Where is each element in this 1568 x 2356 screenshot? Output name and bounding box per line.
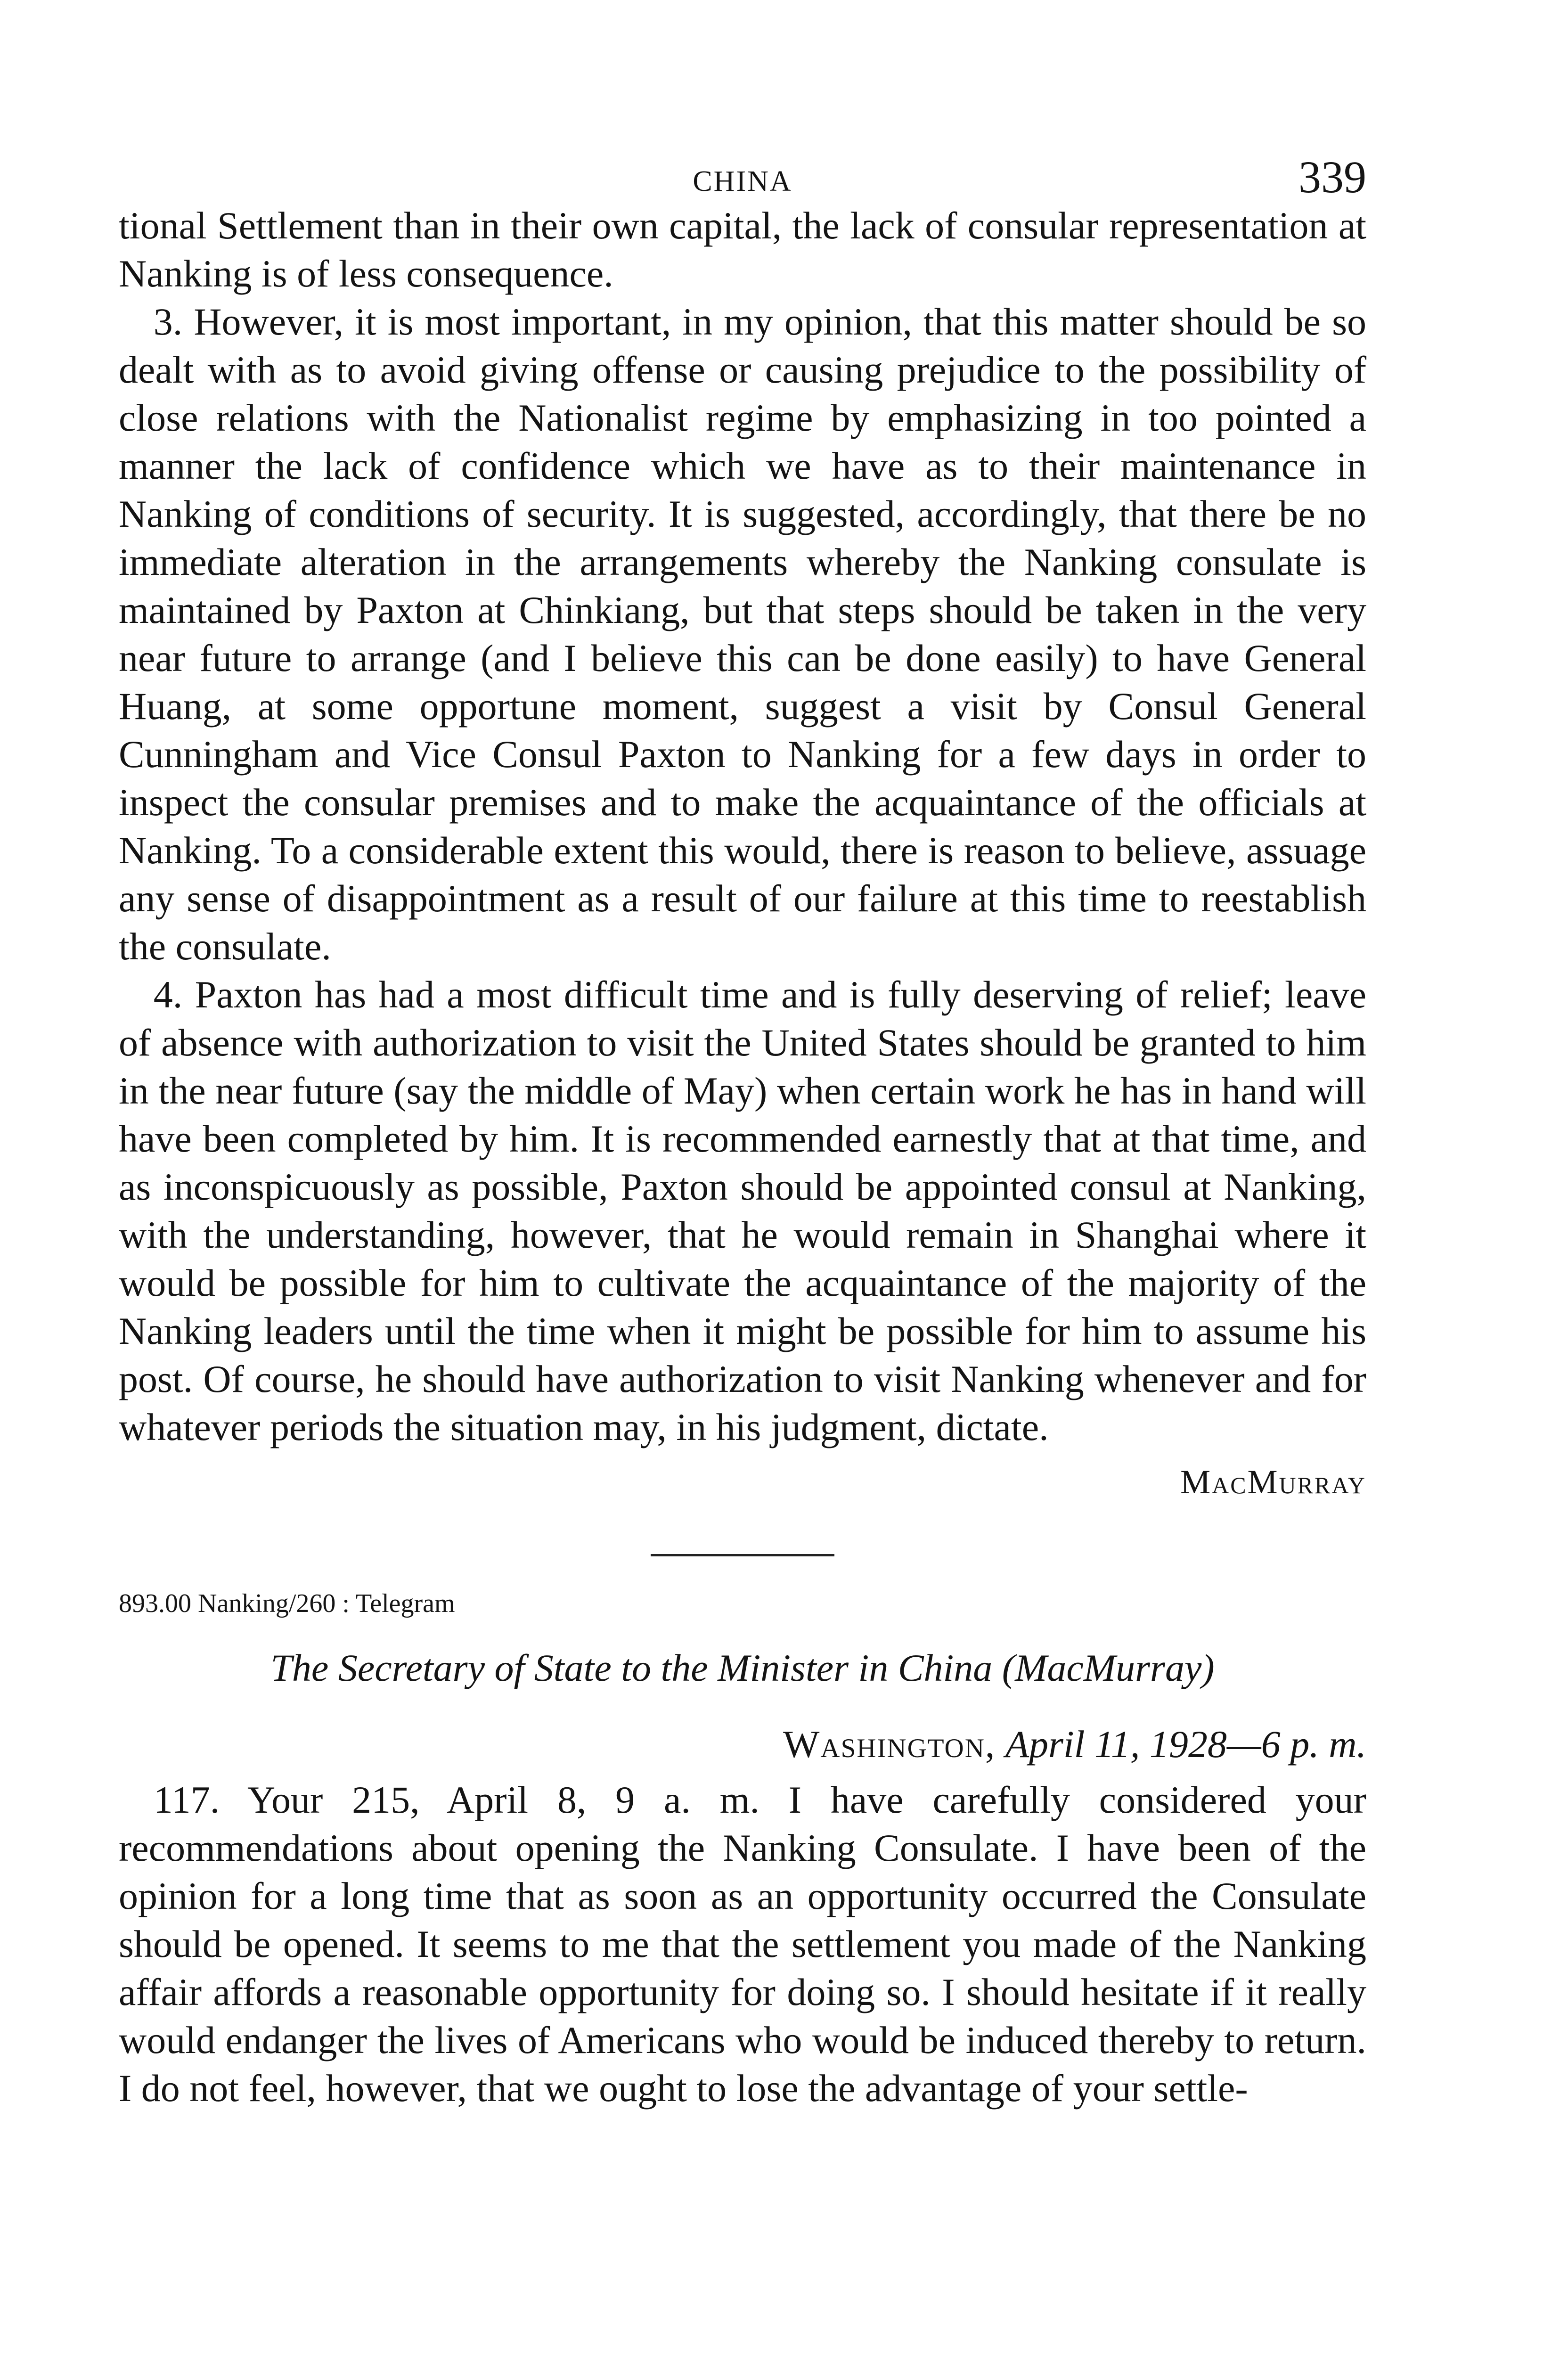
running-title: CHINA [693, 165, 792, 197]
document-title: The Secretary of State to the Minister in China (MacMurray) [270, 1646, 1215, 1689]
paragraph-117: 117. Your 215, April 8, 9 a. m. I have carefully considered your recommendations about opening the Nanking Consulate. I have been of the opinion for a long time that as soon as an opportunity occurred the Consulate should be opened. It seems to me that the settlement you made of the Nanking affair affords a reasonable opportunity for doing so. I should hesitate if it really would endanger the lives of Americans who would be induced thereby to return. I do not feel, however, that we ought to lose the advantage of your settle- [119, 1778, 1366, 2110]
signature: MacMurray [1180, 1463, 1366, 1501]
document-page [119, 141, 1366, 2112]
paragraph-4: 4. Paxton has had a most difficult time and is fully deserving of relief; leave of absence with authorization to visit the United States should be granted to him in the near future (say the middle of May) when certain work he has in hand will have been completed by him. It is recommended earnestly that at that time, and as inconspicuously as possible, Paxton should be appointed consul at Nanking, with the understanding, however, that he would remain in Shanghai where it would be possible for him to cultivate the acquaintance of the majority of the Nanking leaders until the time when it might be possible for him to assume his post. Of course, he should have authorization to visit Nanking whenever and for whatever periods the situation may, in his judgment, dictate. [119, 973, 1366, 1448]
dateline-date: April 11, 1928—6 p. m. [1005, 1723, 1366, 1766]
section-divider [651, 1554, 834, 1556]
dateline [119, 1718, 1366, 1770]
page-number: 339 [1298, 152, 1366, 202]
paragraph-3: 3. However, it is most important, in my opinion, that this matter should be so dealt with as to avoid giving offense or causing prejudice to the possibility of close relations with the Nationalist regime by emphasizing in too pointed a manner the lack of confidence which we have as to their maintenance in Nanking of conditions of security. It is suggested, accordingly, that there be no immediate alteration in the arrangements whereby the Nanking consulate is maintained by Paxton at Chinkiang, but that steps should be taken in the very near future to arrange (and I believe this can be done easily) to have General Huang, at some opportune moment, suggest a visit by Consul General Cunningham and Vice Consul Paxton to Nanking for a few days in order to inspect the consular premises and to make the acquaintance of the officials at Nanking. To a considerable extent this would, there is reason to believe, assuage any sense of disappointment as a result of our failure at this time to reestablish the consulate. [119, 300, 1366, 968]
paragraph-continuation: tional Settlement than in their own capital, the lack of consular representation at Nanking is of less consequence. [119, 204, 1366, 295]
dateline-place: Washington, [783, 1723, 996, 1766]
document-reference: 893.00 Nanking/260 : Telegram [119, 1589, 455, 1618]
running-head [119, 141, 1366, 202]
